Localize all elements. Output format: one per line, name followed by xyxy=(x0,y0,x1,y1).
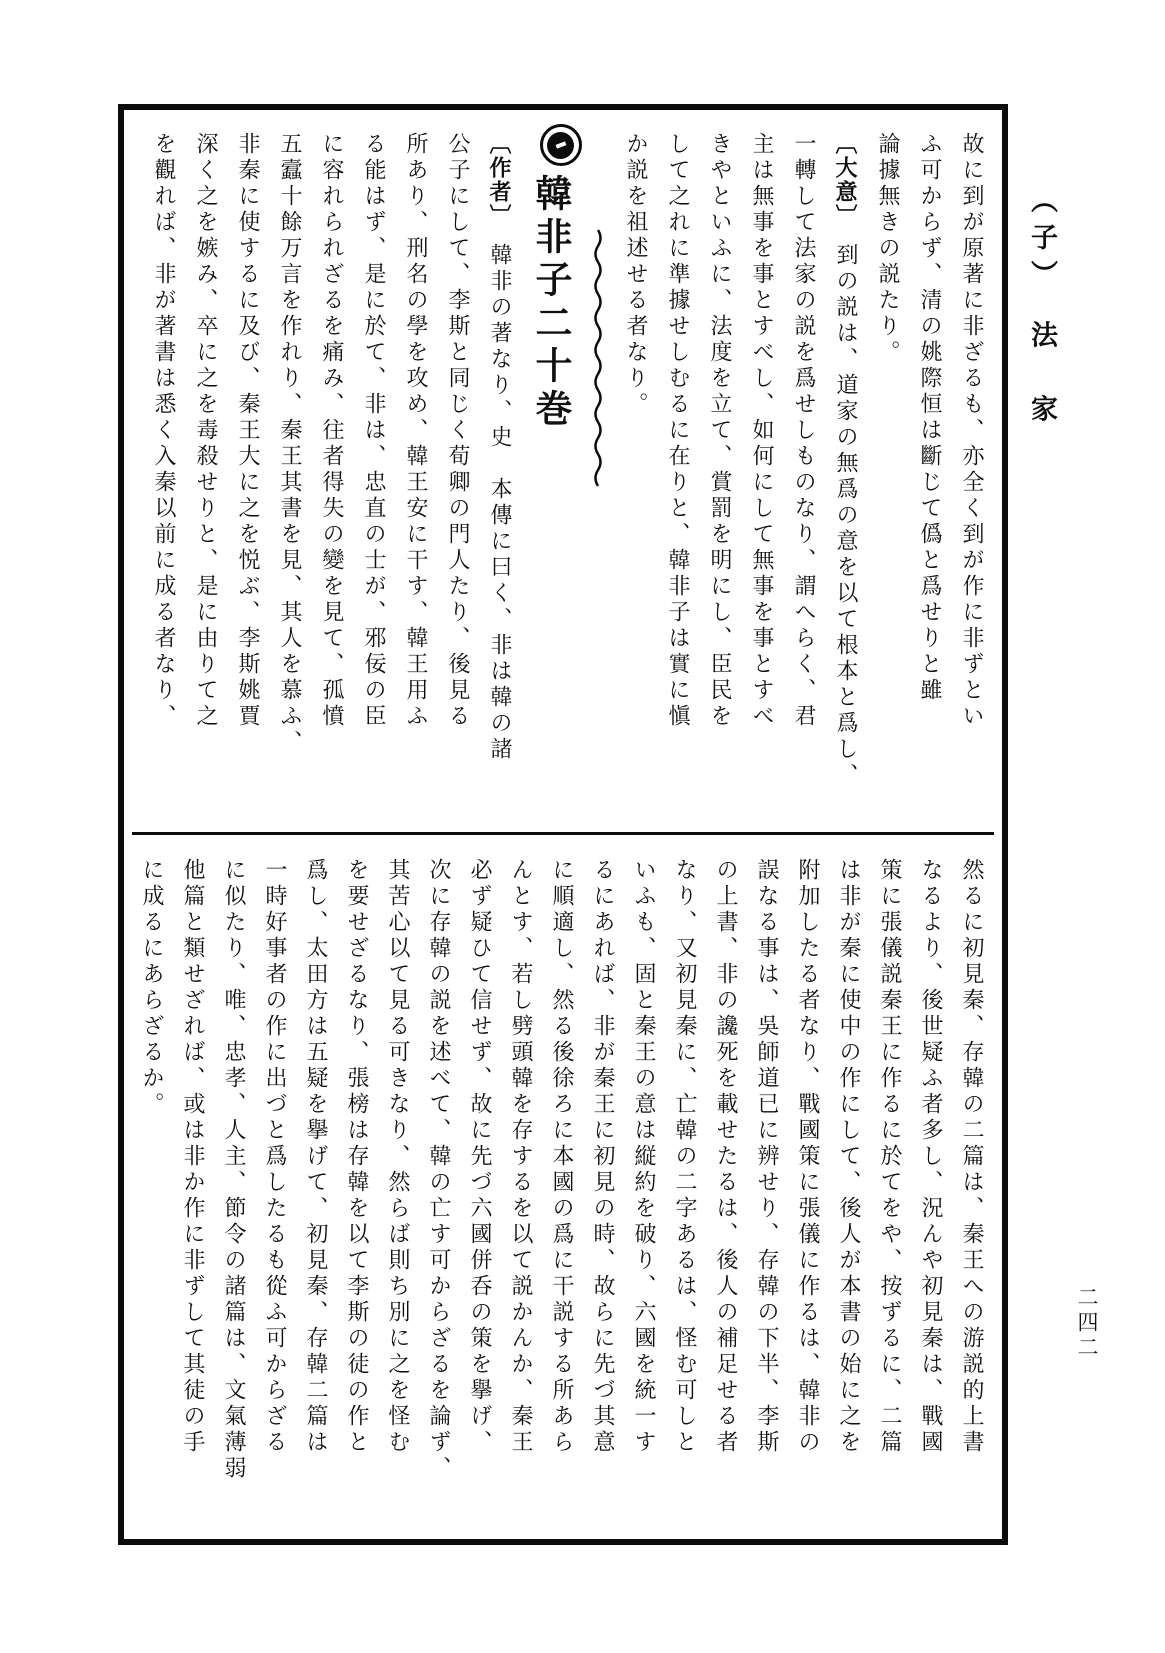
text-column: 誤なる事は、吳師道已に辨せり、存韓の下半、李斯 xyxy=(754,858,779,1456)
fisheye-bullet-icon xyxy=(540,124,582,166)
text-column: 五蠧十餘万言を作れり、秦王其書を見、其人を慕ふ、 xyxy=(277,132,302,756)
text-column: 爲し、太田方は五疑を擧げて、初見秦、存韓二篇は xyxy=(303,858,328,1456)
text-column: 必ず疑ひて信せず、故に先づ六國併呑の策を擧げ、 xyxy=(467,858,492,1456)
text-column: 〔大意〕 到の説は、道家の無爲の意を以て根本と爲し、 xyxy=(832,132,858,789)
text-column: に順適し、然る後徐ろに本國の爲に干説する所あら xyxy=(549,858,574,1456)
text-column: いふも、固と秦王の意は縦約を破り、六國を統一す xyxy=(631,858,656,1456)
text-column: に成るにあらざるか。 xyxy=(139,858,164,1118)
text-column: 非秦に使するに及び、秦王大に之を悦ぶ、李斯姚賈 xyxy=(235,132,260,730)
text-column: 他篇と類せざれば、或は非か作に非ずして其徒の手 xyxy=(180,858,205,1456)
text-column: 附加したる者なり、戰國策に張儀に作るは、韓非の xyxy=(795,858,820,1456)
text-column: 一時好事者の作に出づと爲したるも從ふ可からざる xyxy=(262,858,287,1456)
page-border-frame xyxy=(118,104,1008,1545)
text-column: ふ可からず、清の姚際恒は斷じて僞と爲せりと雖 xyxy=(917,132,942,704)
running-head: （子） 法 家 xyxy=(1026,186,1057,432)
text-column: る能はず、是に於て、非は、忠直の士が、邪佞の臣 xyxy=(361,132,386,730)
book-title: 韓非子二十巻 xyxy=(529,174,573,432)
section-heading: 〔大意〕 xyxy=(832,132,858,217)
text-column: 深く之を嫉み、卒に之を毒殺せりと、是に由りて之 xyxy=(193,132,218,730)
text-column: きやといふに、法度を立て、賞罰を明にし、臣民を xyxy=(707,132,732,730)
page-number: 二四二 xyxy=(1075,1286,1099,1361)
top-text-block xyxy=(124,110,1002,826)
section-divider-rule xyxy=(132,832,994,835)
text-column: 其苦心以て見る可きなり、然らば則ち別に之を怪む xyxy=(385,858,410,1456)
text-column: に似たり、唯、忠孝、人主、節令の諸篇は、文氣薄弱 xyxy=(221,858,246,1482)
wavy-divider xyxy=(582,132,614,816)
text-column: 主は無事を事とすべし、如何にして無事を事とすべ xyxy=(749,132,774,730)
text-column: 然るに初見秦、存韓の二篇は、秦王への游説的上書 xyxy=(959,858,984,1456)
text-column: に容れられざるを痛み、往者得失の變を見て、孤憤 xyxy=(319,132,344,730)
text-column: 〔作者〕 韓非の著なり、史 本傳に曰く、非は韓の諸 xyxy=(486,132,512,763)
text-column: して之れに準據せしむるに在りと、韓非子は實に愼 xyxy=(665,132,690,730)
bottom-text-block xyxy=(124,841,1002,1539)
text-column: を要せざるなり、張榜は存韓を以て李斯の徒の作と xyxy=(344,858,369,1456)
text-column: 公子にして、李斯と同じく荀卿の門人たり、後見る xyxy=(445,132,470,730)
text-column: んとす、若し劈頭韓を存するを以て説かんか、秦王 xyxy=(508,858,533,1456)
text-column: の上書、非の讒死を載せたるは、後人の補足せる者 xyxy=(713,858,738,1456)
text-column: 策に張儀説秦王に作るに於てをや、按ずるに、二篇 xyxy=(877,858,902,1456)
section-heading: 〔作者〕 xyxy=(486,132,512,217)
text-column: 論據無きの説たり。 xyxy=(875,132,900,366)
book-title-column xyxy=(520,122,582,806)
text-column: なり、又初見秦に、亡韓の二字あるは、怪む可しと xyxy=(672,858,697,1456)
text-column: 故に到が原著に非ざるも、亦全く到が作に非ずとい xyxy=(959,132,984,730)
text-column: 次に存韓の説を述べて、韓の亡す可からざるを論ず、 xyxy=(426,858,451,1482)
text-column: は非が秦に使中の作にして、後人が本書の始に之を xyxy=(836,858,861,1456)
text-column: るにあれば、非が秦王に初見の時、故らに先づ其意 xyxy=(590,858,615,1456)
text-column: を觀れば、非が著書は悉く入秦以前に成る者なり、 xyxy=(151,132,176,730)
wavy-line-icon xyxy=(592,228,604,494)
text-column: なるより、後世疑ふ者多し、況んや初見秦は、戰國 xyxy=(918,858,943,1456)
text-column: 所あり、刑名の學を攻め、韓王安に干す、韓王用ふ xyxy=(403,132,428,730)
text-column: 一轉して法家の説を爲せしものなり、謂へらく、君 xyxy=(791,132,816,730)
text-column: か説を祖述せる者なり。 xyxy=(623,132,648,418)
